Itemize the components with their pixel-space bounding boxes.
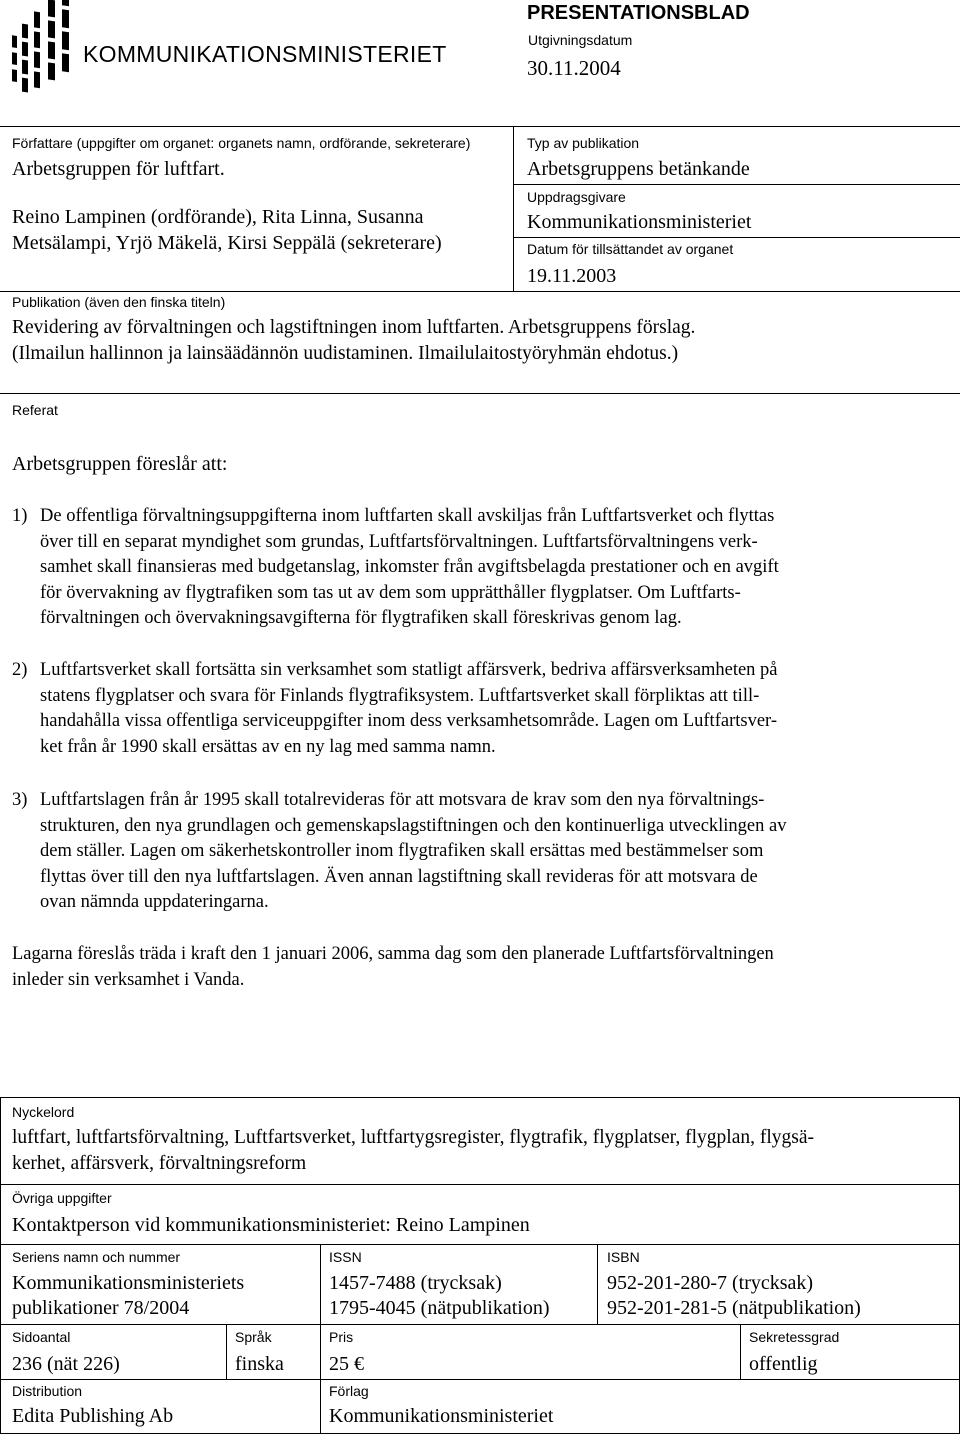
item-line: strukturen, den nya grundlagen och gemenskapslagstiftningen och den kontinuerliga utvecklingen av bbox=[40, 815, 787, 836]
divider bbox=[740, 1324, 741, 1379]
page-count-value: 236 (nät 226) bbox=[12, 1353, 120, 1375]
abstract-item bbox=[12, 788, 947, 916]
divider bbox=[0, 1244, 960, 1245]
issn-line: 1457-7488 (trycksak) bbox=[329, 1272, 502, 1294]
divider bbox=[0, 1324, 960, 1325]
publisher-label: Förlag bbox=[329, 1383, 369, 1399]
publisher-value: Kommunikationsministeriet bbox=[329, 1405, 554, 1427]
distribution-label: Distribution bbox=[12, 1383, 83, 1399]
closing-line: Lagarna föreslås träda i kraft den 1 januari 2006, samma dag som den planerade Luftfartsförvaltningen bbox=[12, 944, 774, 964]
abstract-intro: Arbetsgruppen föreslår att: bbox=[12, 453, 228, 475]
keywords-line: luftfart, luftfartsförvaltning, Luftfartsverket, luftfartygsregister, flygtrafik, flygplatser, flygplan, flygsä- bbox=[12, 1127, 815, 1148]
item-line: samhet skall finansieras med budgetanslag, inkomster från avgiftsbelagda prestationer och en avgift bbox=[40, 557, 779, 577]
abstract-item bbox=[12, 658, 947, 760]
item-number: 2) bbox=[12, 660, 28, 680]
other-info-label: Övriga uppgifter bbox=[12, 1190, 112, 1206]
divider bbox=[0, 1097, 960, 1098]
document-type-heading: PRESENTATIONSBLAD bbox=[527, 2, 750, 24]
publication-date-value: 30.11.2004 bbox=[527, 56, 621, 80]
divider bbox=[0, 1097, 1, 1434]
item-line: för övervakning av flygtrafiken som tas ut av dem som upprätthåller flygplatser. Om Luftfarts- bbox=[40, 582, 741, 603]
confidentiality-label: Sekretessgrad bbox=[749, 1329, 840, 1345]
other-info-value: Kontaktperson vid kommunikationsministeriet: Reino Lampinen bbox=[12, 1214, 530, 1236]
item-line: dem ställer. Lagen om säkerhetskontroller inom flygtrafiken skall ersättas med bestämmelser som bbox=[40, 841, 764, 861]
commissioner-label: Uppdragsgivare bbox=[527, 189, 626, 205]
appointment-date-value: 19.11.2003 bbox=[527, 265, 617, 287]
price-label: Pris bbox=[329, 1329, 354, 1345]
ministry-name: KOMMUNIKATIONSMINISTERIET bbox=[83, 41, 447, 67]
series-line: publikationer 78/2004 bbox=[12, 1297, 190, 1319]
ministry-logo-icon bbox=[10, 0, 80, 110]
language-value: finska bbox=[235, 1353, 284, 1375]
issn-label: ISSN bbox=[329, 1249, 362, 1265]
divider bbox=[513, 126, 514, 292]
divider bbox=[320, 1244, 321, 1434]
item-line: ovan nämnda uppdateringarna. bbox=[40, 892, 269, 912]
divider bbox=[597, 1244, 598, 1324]
item-number: 3) bbox=[12, 790, 28, 810]
price-value: 25 € bbox=[329, 1353, 364, 1375]
language-label: Språk bbox=[235, 1329, 272, 1345]
item-line: över till en separat myndighet som grundas, Luftfartsförvaltningen. Luftfartsförvaltningens verk- bbox=[40, 531, 758, 552]
divider bbox=[0, 393, 960, 394]
divider bbox=[0, 1433, 960, 1434]
item-line: Luftfartsverket skall fortsätta sin verksamhet som statligt affärsverk, bedriva affärsverksamheten på bbox=[40, 660, 778, 680]
confidentiality-value: offentlig bbox=[749, 1353, 818, 1375]
appointment-date-label: Datum för tillsättandet av organet bbox=[527, 241, 734, 257]
authors-label: Författare (uppgifter om organet: organets namn, ordförande, sekreterare) bbox=[12, 135, 471, 151]
divider bbox=[513, 237, 960, 238]
distribution-value: Edita Publishing Ab bbox=[12, 1405, 174, 1427]
keywords-label: Nyckelord bbox=[12, 1104, 75, 1120]
divider bbox=[0, 1379, 960, 1380]
issn-line: 1795-4045 (nätpublikation) bbox=[329, 1297, 550, 1319]
item-line: handahålla vissa offentliga serviceuppgifter inom dess verksamhetsområde. Lagen om Luftfartsver- bbox=[40, 711, 777, 731]
series-label: Seriens namn och nummer bbox=[12, 1249, 181, 1265]
item-line: flyttas över till den nya luftfartslagen. Även annan lagstiftning skall revideras för att motsvara de bbox=[40, 866, 758, 887]
divider bbox=[513, 184, 960, 185]
isbn-line: 952-201-281-5 (nätpublikation) bbox=[607, 1297, 861, 1319]
divider bbox=[0, 126, 960, 127]
item-line: statens flygplatser och svara för Finlands flygtrafiksystem. Luftfartsverket skall förpliktas att till- bbox=[40, 685, 760, 706]
divider bbox=[0, 1184, 960, 1185]
publication-title-label: Publikation (även den finska titeln) bbox=[12, 294, 226, 310]
publication-title-line: (Ilmailun hallinnon ja lainsäädännön uudistaminen. Ilmailulaitostyöryhmän ehdotus.) bbox=[12, 343, 679, 364]
divider bbox=[226, 1324, 227, 1379]
publication-title-line: Revidering av förvaltningen och lagstiftningen inom luftfarten. Arbetsgruppens förslag. bbox=[12, 317, 696, 338]
isbn-line: 952-201-280-7 (trycksak) bbox=[607, 1272, 814, 1294]
item-line: De offentliga förvaltningsuppgifterna inom luftfarten skall avskiljas från Luftfartsverket och flyttas bbox=[40, 506, 775, 526]
isbn-label: ISBN bbox=[607, 1249, 640, 1265]
abstract-item bbox=[12, 504, 947, 632]
item-line: Luftfartslagen från år 1995 skall totalrevideras för att motsvara de krav som den nya förvaltnings- bbox=[40, 790, 765, 810]
page-count-label: Sidoantal bbox=[12, 1329, 71, 1345]
publication-type-value: Arbetsgruppens betänkande bbox=[527, 158, 750, 180]
commissioner-value: Kommunikationsministeriet bbox=[527, 211, 752, 233]
publication-date-label: Utgivningsdatum bbox=[528, 32, 633, 48]
abstract-label: Referat bbox=[12, 402, 58, 418]
item-line: förvaltningen och övervakningsavgifterna för flygtrafiken skall föreskrivas genom lag. bbox=[40, 608, 682, 628]
authors-line: Arbetsgruppen för luftfart. bbox=[12, 158, 225, 180]
keywords-line: kerhet, affärsverk, förvaltningsreform bbox=[12, 1153, 307, 1174]
divider bbox=[0, 291, 960, 292]
item-line: ket från år 1990 skall ersättas av en ny lag med samma namn. bbox=[40, 736, 496, 757]
authors-line: Reino Lampinen (ordförande), Rita Linna, Susanna bbox=[12, 206, 424, 228]
series-line: Kommunikationsministeriets bbox=[12, 1272, 245, 1294]
closing-line: inleder sin verksamhet i Vanda. bbox=[12, 969, 245, 990]
authors-line: Metsälampi, Yrjö Mäkelä, Kirsi Seppälä (sekreterare) bbox=[12, 232, 442, 254]
item-number: 1) bbox=[12, 506, 28, 526]
publication-type-label: Typ av publikation bbox=[527, 135, 640, 151]
abstract-closing bbox=[12, 942, 947, 993]
